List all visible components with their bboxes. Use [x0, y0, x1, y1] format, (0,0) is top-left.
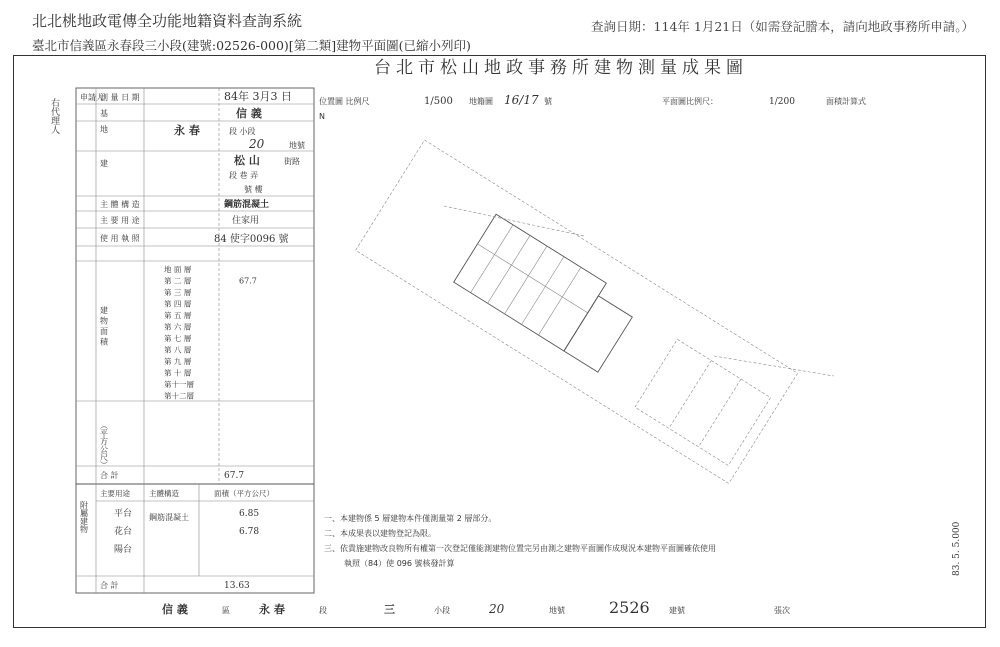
footer-small: 三	[384, 603, 395, 616]
attach-header-use: 主要用途	[100, 489, 130, 498]
use-label: 主 要 用 途	[100, 216, 140, 225]
attach-area: 6.78	[239, 527, 260, 537]
building-plan-document	[13, 55, 986, 628]
attach-rows	[114, 507, 259, 555]
office-title: 台北市松山地政事務所建物測量成果圖	[374, 58, 748, 78]
district-value: 信 義	[236, 107, 262, 120]
floor-value: 67.7	[239, 276, 257, 286]
floor-label: 第 四 層	[164, 299, 192, 309]
svg-text:基: 基	[100, 109, 108, 118]
footer-sheet-label: 張次	[774, 606, 790, 615]
footer-district: 信 義	[162, 603, 188, 616]
note-line: 二、本成果表以建物登記為限。	[324, 529, 436, 538]
side-stamp: 83. 5. 5.000	[952, 521, 962, 576]
survey-sheet	[14, 56, 987, 629]
floor-label: 第 八 層	[164, 345, 192, 355]
total-value: 67.7	[224, 471, 245, 481]
structure-label: 主 體 構 造	[100, 200, 140, 209]
floor-label: 第 十 層	[164, 368, 192, 378]
floor-label: 第十一層	[164, 380, 194, 389]
permit-value: 84 使字0096 號	[214, 234, 289, 245]
attach-use: 陽台	[114, 545, 133, 555]
floor-area-label: 建 物 面 積	[99, 306, 109, 346]
attach-header-structure: 主體構造	[149, 489, 179, 498]
plan-ratio: 1/500	[424, 96, 453, 107]
floor-label: 第 六 層	[164, 322, 192, 332]
footer-section-label: 段	[319, 606, 327, 615]
floor-plan-ratio-label: 平面圖比例尺：	[662, 97, 718, 106]
svg-text:建: 建	[100, 159, 108, 168]
footer-section: 永 春	[259, 603, 285, 616]
note-line: 一、本建物係 5 層建物本件僅測量第 2 層部分。	[324, 514, 497, 523]
footer-district-label: 區	[222, 606, 230, 615]
attach-structure: 鋼筋混凝土	[149, 513, 189, 522]
floor-label: 第 三 層	[164, 288, 192, 297]
floor-plan-note: 面積計算式	[826, 97, 866, 106]
road-label: 街路	[284, 157, 300, 166]
road-value: 松 山	[234, 154, 260, 167]
floor-plan-ratio: 1/200	[769, 97, 795, 107]
footer-parcel-label: 地號	[549, 606, 565, 615]
attach-use: 平台	[114, 509, 133, 519]
document-subtitle: 臺北市信義區永春段三小段(建號:02526-000)[第二類]建物平面圖(已縮小列印)	[32, 38, 471, 53]
address-row-1: 段 巷 弄	[229, 171, 259, 180]
section-suffix: 段 小段	[229, 127, 256, 136]
plan-sheet-suffix: 號	[544, 97, 552, 106]
parcel-label: 地號	[289, 141, 305, 150]
total-label: 合 計	[100, 471, 119, 480]
form-table	[76, 88, 314, 593]
plan-sheet-label: 地籍圖	[469, 97, 493, 106]
survey-date: 84年 3月3 日	[224, 90, 292, 103]
floor-label: 第 七 層	[164, 334, 192, 343]
floor-label: 第 九 層	[164, 357, 192, 366]
footer-building-label: 建號	[669, 606, 685, 615]
area-unit: （平方公尺）	[99, 421, 109, 469]
address-row-2: 號 樓	[244, 185, 263, 194]
permit-label: 使 用 執 照	[100, 234, 140, 243]
use-value: 住家用	[232, 216, 260, 226]
applicant-label: 申請人	[80, 93, 104, 102]
plan-sheet: 16/17	[504, 93, 539, 107]
parcel-number: 20	[249, 137, 265, 151]
section-value: 永 春	[174, 124, 200, 137]
survey-date-label: 測 量 日 期	[100, 93, 140, 102]
north-label: N	[319, 112, 325, 121]
plan-position-label: 位置圖 比例尺	[319, 97, 370, 106]
note-line: 三、依貴施建物改良物所有權第一次登記僅能測建物位置完另由測之建物平面圖作成現況本建物平面圖確依使用	[324, 544, 716, 553]
query-date: 查詢日期：114年 1月21日（如需登記謄本，請向地政事務所申請。）	[591, 19, 974, 34]
attach-total-label: 合 計	[100, 581, 119, 590]
svg-text:地: 地	[100, 125, 108, 134]
floor-plan-drawing	[356, 140, 834, 483]
footer-parcel: 20	[489, 602, 505, 616]
attach-total: 13.63	[224, 581, 250, 591]
attach-header-area: 面積（平方公尺）	[214, 489, 274, 498]
attach-area: 6.85	[239, 509, 260, 519]
structure-value: 鋼筋混凝土	[224, 200, 270, 210]
attach-use: 花台	[114, 527, 133, 537]
note-line: 執照（84）使 096 號核發計算	[344, 559, 455, 568]
left-margin-label: 右代理人	[49, 98, 59, 134]
floor-list	[164, 264, 257, 401]
footer-small-label: 小段	[434, 606, 450, 615]
attach-section-label: 附屬建物	[79, 501, 89, 533]
floor-label: 第十二層	[164, 391, 194, 401]
footer-building-no: 2526	[609, 598, 650, 617]
floor-label: 地 面 層	[164, 265, 192, 274]
floor-label: 第 二 層	[164, 276, 192, 286]
floor-label: 第 五 層	[164, 311, 192, 320]
app-title: 北北桃地政電傳全功能地籍資料查詢系統	[32, 12, 303, 30]
notes	[324, 513, 716, 568]
